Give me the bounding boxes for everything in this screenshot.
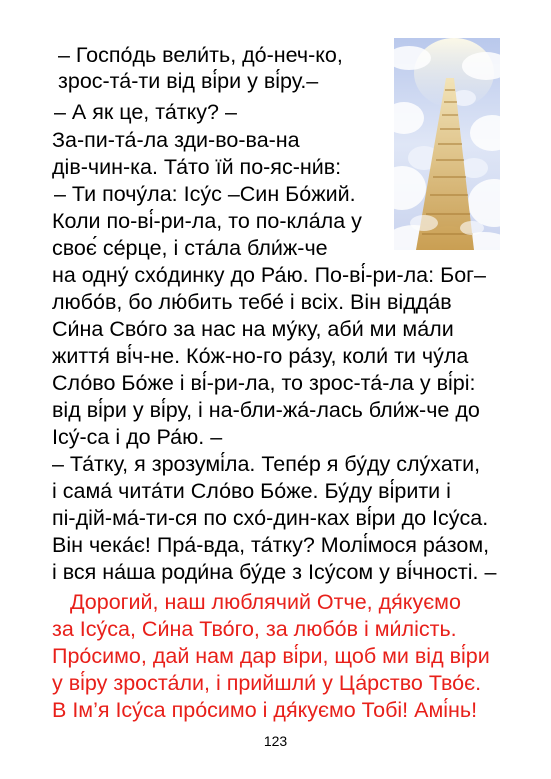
story-line: Коли по-ві́-ри-ла, то по-кла́ла у [52, 209, 362, 233]
story-line: від ві́ри у ві́ру, і на-бли-жа́-лась бли́ж-че до [52, 398, 480, 422]
page-number: 123 [263, 733, 288, 749]
story-line: Сло́во Бо́же і ві́-ри-ла, то зрос-та́-ла у ві́рі: [52, 371, 476, 395]
prayer-line: В Ім’я Ісу́са про́симо і дя́куємо Тобі! Амі́нь! [52, 698, 478, 722]
prayer-line: Дорогий, наш люблячий Отче, дя́куємо [70, 590, 461, 614]
prayer-line: за Ісу́са, Си́на Тво́го, за любо́в і ми́лість. [52, 617, 457, 641]
staircase-to-heaven-image [394, 38, 500, 250]
story-line: Ісу́-са і до Ра́ю. – [52, 425, 223, 449]
story-line: на одну́ схо́динку до Ра́ю. По-ві́-ри-ла: Бог– [52, 263, 486, 287]
prayer-line: Про́симо, дай нам дар ві́ри, щоб ми від ві́ри [52, 644, 490, 668]
story-line: пі-дій-ма́-ти-ся по схо́-дин-ках ві́ри до Ісу́са. [52, 506, 489, 530]
story-line: любо́в, бо лю́бить тебе́ і всіх. Він відда́в [52, 290, 452, 314]
prayer-line: у ві́ру зроста́ли, і прийшли́ у Ца́рство Тво́є. [52, 671, 482, 695]
story-line: зрос-та́-ти від ві́ри у ві́ру.– [58, 69, 319, 93]
story-line: життя́ ві́ч-не. Ко́ж-но-го ра́зу, коли́ ти чу́ла [52, 344, 469, 368]
story-line: своє́ се́рце, і ста́ла бли́ж-че [52, 236, 328, 260]
story-line: і сама́ чита́ти Сло́во Бо́же. Бу́ду ві́рити і [52, 479, 451, 503]
story-line: За-пи-та́-ла зди-во-ва-на [52, 128, 300, 152]
story-line: – А як це, та́тку? – [54, 100, 237, 124]
story-line: – Ти почу́ла: Ісу́с –Син Бо́жий. [54, 182, 356, 206]
story-line: – Та́тку, я зрозумі́ла. Тепе́р я бу́ду слу́хати, [52, 452, 481, 476]
story-line: – Госпо́дь вели́ть, до́-неч-ко, [58, 43, 343, 67]
story-line: Си́на Сво́го за нас на му́ку, аби́ ми ма́ли [52, 317, 454, 341]
story-line: Він чека́є! Пра́-вда, та́тку? Молі́мося ра́зом, [52, 533, 490, 557]
story-line: і вся на́ша роди́на бу́де з Ісу́сом у ві́чності. – [52, 560, 497, 584]
story-line: дів-чин-ка. Та́то їй по-яс-ни́в: [52, 155, 342, 179]
